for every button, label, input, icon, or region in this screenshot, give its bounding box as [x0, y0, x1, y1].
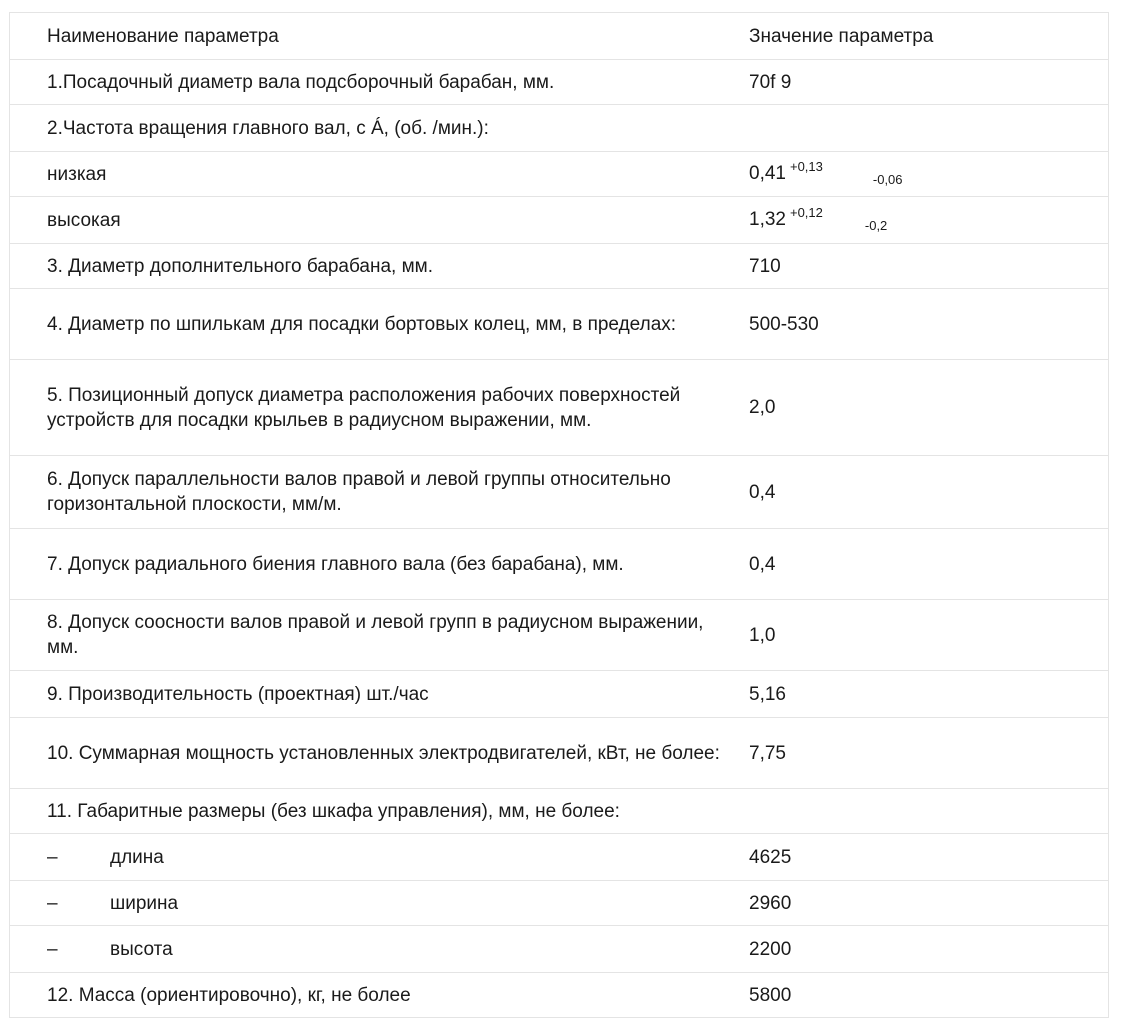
- table-row: [10, 360, 1108, 456]
- param-value: 5800: [749, 973, 1108, 1018]
- table-row: [10, 789, 1108, 834]
- table-row: [10, 152, 1108, 197]
- dash-marker: –: [47, 938, 58, 960]
- table-row: [10, 834, 1108, 881]
- table-row: [10, 60, 1108, 105]
- tolerance-lower: -0,06: [872, 172, 903, 187]
- table-row: [10, 456, 1108, 529]
- param-name: 6. Допуск параллельности валов правой и левой группы относительно горизонтальной плоскости, мм/м.: [10, 456, 749, 529]
- param-name: 12. Масса (ориентировочно), кг, не более: [10, 973, 749, 1018]
- param-value-with-tolerance: [749, 197, 1108, 244]
- param-value: [749, 789, 1108, 834]
- table-row: [10, 926, 1108, 973]
- table-row: [10, 244, 1108, 289]
- param-name: 10. Суммарная мощность установленных электродвигателей, кВт, не более:: [10, 718, 749, 789]
- param-name: 3. Диаметр дополнительного барабана, мм.: [10, 244, 749, 289]
- param-value: 710: [749, 244, 1108, 289]
- table-row: [10, 973, 1108, 1018]
- header-col-name: Наименование параметра: [47, 25, 279, 47]
- param-value: 0,4: [749, 529, 1108, 600]
- param-name: 4. Диаметр по шпилькам для посадки бортовых колец, мм, в пределах:: [10, 289, 749, 360]
- dash-marker: –: [47, 892, 58, 914]
- param-name-dashed: [10, 834, 749, 881]
- param-value: [749, 105, 1108, 152]
- dash-marker: –: [47, 846, 58, 868]
- tolerance-upper: +0,12: [789, 205, 823, 220]
- header-col-value: Значение параметра: [749, 25, 934, 47]
- table-row: [10, 718, 1108, 789]
- param-value: 0,4: [749, 456, 1108, 529]
- param-name-dashed: [10, 926, 749, 973]
- param-value: 70f 9: [749, 60, 1108, 105]
- param-name: высокая: [10, 197, 749, 244]
- table-row: [10, 881, 1108, 926]
- param-name: ширина: [110, 892, 179, 914]
- parameters-table: [10, 13, 1108, 1017]
- table-row: [10, 197, 1108, 244]
- table-header-row: [10, 13, 1108, 60]
- param-name: 5. Позиционный допуск диаметра расположения рабочих поверхностей устройств для посадки крыльев в радиусном выражении, мм.: [10, 360, 749, 456]
- param-value: 0,41: [749, 163, 786, 184]
- param-name: 7. Допуск радиального биения главного вала (без барабана), мм.: [10, 529, 749, 600]
- param-value: 500-530: [749, 289, 1108, 360]
- param-value: 7,75: [749, 718, 1108, 789]
- table-row: [10, 105, 1108, 152]
- param-name: 11. Габаритные размеры (без шкафа управления), мм, не более:: [10, 789, 749, 834]
- param-name: 2.Частота вращения главного вал, с Á, (об. /мин.):: [10, 105, 749, 152]
- tolerance-upper: +0,13: [789, 159, 823, 174]
- table-row: [10, 529, 1108, 600]
- param-name: 1.Посадочный диаметр вала подсборочный барабан, мм.: [10, 60, 749, 105]
- param-value: 1,32: [749, 209, 786, 230]
- param-name-dashed: [10, 881, 749, 926]
- param-value: 4625: [749, 834, 1108, 881]
- param-value: 2960: [749, 881, 1108, 926]
- table-row: [10, 671, 1108, 718]
- param-value: 1,0: [749, 600, 1108, 671]
- param-value-with-tolerance: [749, 152, 1108, 197]
- param-name: длина: [110, 846, 164, 868]
- param-value: 2,0: [749, 360, 1108, 456]
- param-value: 5,16: [749, 671, 1108, 718]
- param-name: 9. Производительность (проектная) шт./час: [10, 671, 749, 718]
- table-row: [10, 289, 1108, 360]
- table-row: [10, 600, 1108, 671]
- param-value: 2200: [749, 926, 1108, 973]
- param-name: низкая: [10, 152, 749, 197]
- tolerance-lower: -0,2: [864, 218, 888, 233]
- param-name: 8. Допуск соосности валов правой и левой групп в радиусном выражении, мм.: [10, 600, 749, 671]
- param-name: высота: [110, 938, 173, 960]
- parameters-table-wrapper: [9, 12, 1109, 1018]
